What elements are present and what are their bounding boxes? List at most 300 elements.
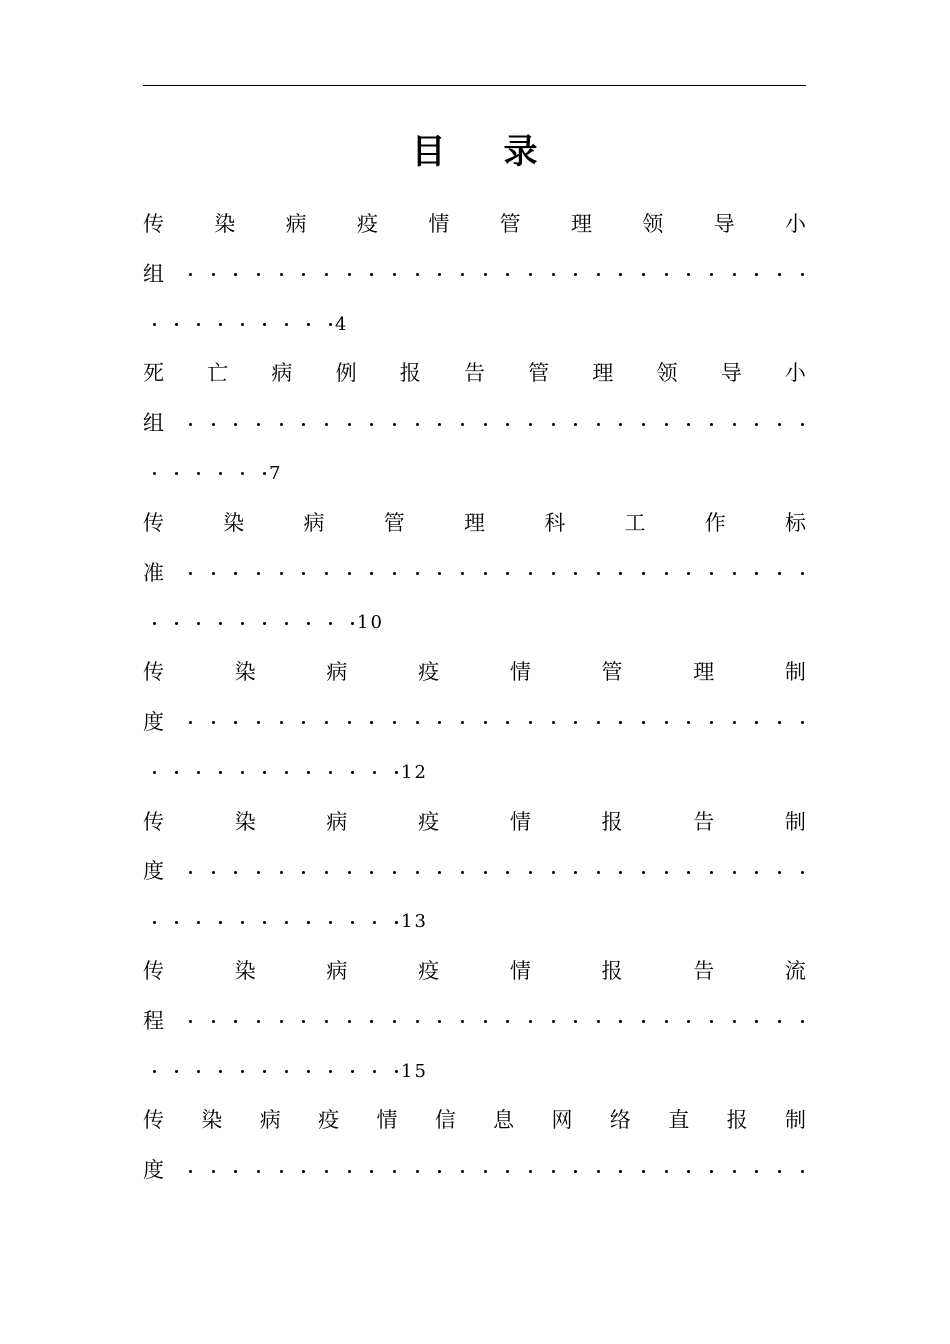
- leader-dot: [665, 721, 668, 724]
- leader-dot: [241, 622, 244, 625]
- leader-dot: [438, 273, 441, 276]
- leader-dot: [302, 572, 305, 575]
- leader-dot: [461, 1170, 464, 1173]
- toc-title-last-char: 度: [143, 709, 164, 734]
- toc-title-char: 导: [720, 361, 742, 386]
- leader-dot: [285, 323, 288, 326]
- leader-dot: [552, 871, 555, 874]
- leader-dot: [733, 572, 736, 575]
- leader-dot: [280, 1170, 283, 1173]
- leader-dot: [393, 721, 396, 724]
- toc-title-char: 制: [784, 809, 806, 834]
- toc-entry-leader: [143, 399, 806, 449]
- leader-dot: [373, 1070, 376, 1073]
- leader-dot: [574, 871, 577, 874]
- leader-dot: [370, 423, 373, 426]
- leader-dot: [329, 771, 332, 774]
- leader-dot: [257, 1170, 260, 1173]
- toc-title-char: 病: [285, 212, 307, 236]
- leader-dot: [351, 1070, 354, 1073]
- leader-dot: [506, 871, 509, 874]
- leader-dot: [302, 273, 305, 276]
- leader-dot: [416, 721, 419, 724]
- leader-dot: [529, 1170, 532, 1173]
- leader-dot: [484, 273, 487, 276]
- leader-dot: [241, 771, 244, 774]
- leader-dot: [597, 871, 600, 874]
- leader-dot: [574, 273, 577, 276]
- leader-dot: [597, 1020, 600, 1023]
- leader-dot: [329, 323, 332, 326]
- leader-dot: [778, 273, 781, 276]
- leader-dot: [241, 1070, 244, 1073]
- leader-dot: [552, 1020, 555, 1023]
- leader-dot: [778, 572, 781, 575]
- toc-title-char: 报: [601, 809, 623, 834]
- leader-dot: [302, 423, 305, 426]
- leader-dot: [395, 1070, 398, 1073]
- leader-dot: [325, 273, 328, 276]
- toc-title-char: 病: [326, 958, 348, 983]
- leader-dot: [348, 871, 351, 874]
- leader-dot: [280, 871, 283, 874]
- leader-dot: [302, 721, 305, 724]
- leader-dot: [801, 1020, 804, 1023]
- leader-dot: [263, 1070, 266, 1073]
- leader-dot: [393, 423, 396, 426]
- leader-dot: [219, 1070, 222, 1073]
- leader-dot: [529, 423, 532, 426]
- toc-leader-dots: [173, 423, 806, 426]
- toc-title-char: 工: [624, 510, 646, 535]
- leader-dot: [801, 871, 804, 874]
- leader-dot: [642, 572, 645, 575]
- leader-dot: [219, 472, 222, 475]
- toc-leader-dots: [143, 323, 335, 326]
- toc-title-char: 传: [143, 212, 164, 236]
- toc-title-char: 染: [223, 510, 245, 535]
- toc-title-char: 告: [463, 361, 485, 386]
- leader-dot: [461, 273, 464, 276]
- leader-dot: [241, 921, 244, 924]
- leader-dot: [280, 572, 283, 575]
- toc-title-char: 小: [784, 212, 806, 236]
- leader-dot: [302, 871, 305, 874]
- toc-title-char: 传: [143, 958, 164, 983]
- toc-entry-leader: [143, 1146, 806, 1196]
- leader-dot: [733, 1020, 736, 1023]
- leader-dot: [552, 423, 555, 426]
- leader-dot: [733, 871, 736, 874]
- toc-title-char: 标: [785, 510, 806, 535]
- table-of-contents: [143, 200, 806, 1196]
- leader-dot: [710, 721, 713, 724]
- toc-entry-page: [143, 598, 806, 648]
- toc-title-char: 领: [656, 361, 678, 386]
- leader-dot: [461, 1020, 464, 1023]
- leader-dot: [175, 472, 178, 475]
- leader-dot: [778, 721, 781, 724]
- toc-title-char: 络: [609, 1108, 631, 1133]
- leader-dot: [212, 423, 215, 426]
- toc-page-number: 12: [401, 761, 428, 783]
- toc-title-last-char: 组: [143, 261, 164, 286]
- toc-leader-dots: [143, 472, 269, 475]
- leader-dot: [189, 721, 192, 724]
- toc-title-char: 疫: [418, 660, 440, 685]
- leader-dot: [307, 1070, 310, 1073]
- toc-title-char: 染: [234, 660, 256, 685]
- toc-title-char: 病: [326, 660, 348, 685]
- leader-dot: [212, 721, 215, 724]
- leader-dot: [801, 273, 804, 276]
- leader-dot: [189, 871, 192, 874]
- leader-dot: [484, 423, 487, 426]
- leader-dot: [461, 721, 464, 724]
- leader-dot: [416, 423, 419, 426]
- toc-title-char: 死: [143, 361, 164, 386]
- leader-dot: [665, 871, 668, 874]
- page-title-char: 目: [411, 132, 446, 172]
- leader-dot: [348, 1170, 351, 1173]
- toc-entry-page: [143, 748, 806, 798]
- leader-dot: [710, 273, 713, 276]
- leader-dot: [597, 273, 600, 276]
- leader-dot: [801, 721, 804, 724]
- toc-entry-title[interactable]: [143, 798, 806, 848]
- leader-dot: [801, 572, 804, 575]
- leader-dot: [370, 1170, 373, 1173]
- leader-dot: [755, 1170, 758, 1173]
- toc-title-last-char: 度: [143, 859, 164, 884]
- toc-leader-dots: [173, 721, 806, 724]
- leader-dot: [642, 871, 645, 874]
- leader-dot: [665, 273, 668, 276]
- leader-dot: [263, 622, 266, 625]
- toc-leader-dots: [143, 622, 357, 625]
- leader-dot: [234, 572, 237, 575]
- leader-dot: [257, 423, 260, 426]
- toc-leader-dots: [173, 1020, 806, 1023]
- leader-dot: [733, 273, 736, 276]
- leader-dot: [778, 423, 781, 426]
- leader-dot: [484, 721, 487, 724]
- toc-title-char: 流: [784, 958, 806, 983]
- leader-dot: [370, 273, 373, 276]
- toc-title-last-char: 程: [143, 1008, 164, 1033]
- leader-dot: [552, 273, 555, 276]
- toc-title-char: 作: [704, 510, 726, 535]
- leader-dot: [329, 921, 332, 924]
- toc-title-char: 病: [271, 361, 293, 386]
- toc-title-char: 科: [544, 510, 566, 535]
- leader-dot: [755, 871, 758, 874]
- leader-dot: [755, 273, 758, 276]
- toc-title-char: 传: [143, 510, 164, 535]
- toc-leader-dots: [173, 572, 806, 575]
- leader-dot: [263, 323, 266, 326]
- leader-dot: [506, 1170, 509, 1173]
- toc-entry-leader: [143, 997, 806, 1047]
- leader-dot: [153, 921, 156, 924]
- leader-dot: [325, 423, 328, 426]
- leader-dot: [212, 1020, 215, 1023]
- leader-dot: [438, 871, 441, 874]
- leader-dot: [687, 871, 690, 874]
- leader-dot: [280, 423, 283, 426]
- toc-entry-page: [143, 1047, 806, 1097]
- leader-dot: [175, 622, 178, 625]
- leader-dot: [219, 771, 222, 774]
- leader-dot: [687, 273, 690, 276]
- leader-dot: [642, 721, 645, 724]
- leader-dot: [438, 572, 441, 575]
- leader-dot: [348, 572, 351, 575]
- toc-title-char: 网: [551, 1108, 573, 1133]
- leader-dot: [619, 1020, 622, 1023]
- leader-dot: [687, 721, 690, 724]
- toc-title-char: 报: [601, 958, 623, 983]
- toc-page-number: 13: [401, 911, 428, 933]
- leader-dot: [307, 323, 310, 326]
- leader-dot: [733, 423, 736, 426]
- toc-entry-title[interactable]: [143, 349, 806, 399]
- leader-dot: [348, 273, 351, 276]
- leader-dot: [197, 472, 200, 475]
- leader-dot: [529, 721, 532, 724]
- toc-title-char: 管: [601, 660, 623, 685]
- leader-dot: [219, 921, 222, 924]
- toc-title-char: 情: [428, 212, 450, 236]
- toc-entry-leader: [143, 698, 806, 748]
- toc-entry-leader: [143, 250, 806, 300]
- leader-dot: [212, 572, 215, 575]
- toc-title-char: 直: [668, 1108, 690, 1133]
- leader-dot: [778, 1020, 781, 1023]
- leader-dot: [552, 721, 555, 724]
- leader-dot: [597, 721, 600, 724]
- leader-dot: [234, 273, 237, 276]
- leader-dot: [801, 423, 804, 426]
- leader-dot: [665, 572, 668, 575]
- toc-title-last-char: 度: [143, 1158, 164, 1183]
- leader-dot: [484, 871, 487, 874]
- toc-title-char: 息: [493, 1108, 515, 1133]
- leader-dot: [325, 721, 328, 724]
- leader-dot: [461, 871, 464, 874]
- leader-dot: [263, 921, 266, 924]
- toc-title-char: 疫: [418, 958, 440, 983]
- leader-dot: [280, 273, 283, 276]
- toc-title-char: 病: [326, 809, 348, 834]
- toc-title-char: 染: [234, 809, 256, 834]
- toc-leader-dots: [173, 871, 806, 874]
- leader-dot: [574, 721, 577, 724]
- toc-entry-title[interactable]: [143, 499, 806, 549]
- toc-title-char: 疫: [418, 809, 440, 834]
- leader-dot: [302, 1170, 305, 1173]
- toc-title-char: 病: [303, 510, 325, 535]
- leader-dot: [438, 1170, 441, 1173]
- leader-dot: [393, 572, 396, 575]
- leader-dot: [285, 1070, 288, 1073]
- leader-dot: [529, 572, 532, 575]
- leader-dot: [506, 1020, 509, 1023]
- leader-dot: [529, 871, 532, 874]
- toc-leader-dots: [173, 273, 806, 276]
- toc-leader-dots: [143, 771, 401, 774]
- leader-dot: [393, 871, 396, 874]
- leader-dot: [197, 921, 200, 924]
- leader-dot: [212, 1170, 215, 1173]
- leader-dot: [285, 921, 288, 924]
- leader-dot: [755, 721, 758, 724]
- leader-dot: [710, 423, 713, 426]
- toc-entry-leader: [143, 847, 806, 897]
- toc-title-char: 导: [713, 212, 735, 236]
- leader-dot: [778, 1170, 781, 1173]
- leader-dot: [506, 273, 509, 276]
- leader-dot: [351, 921, 354, 924]
- leader-dot: [574, 1170, 577, 1173]
- leader-dot: [373, 921, 376, 924]
- leader-dot: [329, 622, 332, 625]
- leader-dot: [778, 871, 781, 874]
- leader-dot: [153, 771, 156, 774]
- leader-dot: [263, 771, 266, 774]
- leader-dot: [280, 721, 283, 724]
- leader-dot: [325, 572, 328, 575]
- toc-entry-title[interactable]: [143, 1096, 806, 1146]
- toc-title-char: 传: [143, 809, 164, 834]
- leader-dot: [506, 572, 509, 575]
- toc-title-char: 染: [234, 958, 256, 983]
- toc-entry-page: [143, 300, 806, 350]
- leader-dot: [619, 871, 622, 874]
- leader-dot: [348, 721, 351, 724]
- leader-dot: [153, 1070, 156, 1073]
- leader-dot: [393, 273, 396, 276]
- leader-dot: [241, 323, 244, 326]
- leader-dot: [234, 871, 237, 874]
- leader-dot: [257, 1020, 260, 1023]
- toc-entry-title[interactable]: [143, 200, 806, 250]
- toc-title-char: 疫: [318, 1108, 340, 1133]
- leader-dot: [393, 1170, 396, 1173]
- leader-dot: [189, 423, 192, 426]
- leader-dot: [552, 1170, 555, 1173]
- leader-dot: [438, 1020, 441, 1023]
- leader-dot: [461, 572, 464, 575]
- leader-dot: [665, 423, 668, 426]
- page-title: [143, 128, 806, 176]
- leader-dot: [416, 572, 419, 575]
- leader-dot: [370, 1020, 373, 1023]
- leader-dot: [219, 622, 222, 625]
- leader-dot: [710, 1170, 713, 1173]
- leader-dot: [197, 622, 200, 625]
- leader-dot: [710, 1020, 713, 1023]
- leader-dot: [619, 423, 622, 426]
- leader-dot: [574, 1020, 577, 1023]
- leader-dot: [438, 423, 441, 426]
- toc-title-char: 例: [335, 361, 357, 386]
- leader-dot: [280, 1020, 283, 1023]
- leader-dot: [395, 771, 398, 774]
- leader-dot: [506, 423, 509, 426]
- leader-dot: [484, 1020, 487, 1023]
- toc-title-char: 传: [143, 1108, 164, 1133]
- toc-title-char: 信: [434, 1108, 456, 1133]
- toc-title-char: 传: [143, 660, 164, 685]
- toc-title-char: 制: [784, 1108, 806, 1133]
- leader-dot: [175, 323, 178, 326]
- leader-dot: [234, 423, 237, 426]
- leader-dot: [687, 1020, 690, 1023]
- leader-dot: [529, 1020, 532, 1023]
- leader-dot: [619, 721, 622, 724]
- leader-dot: [642, 1020, 645, 1023]
- leader-dot: [197, 771, 200, 774]
- leader-dot: [285, 622, 288, 625]
- leader-dot: [619, 1170, 622, 1173]
- leader-dot: [619, 273, 622, 276]
- toc-title-char: 理: [693, 660, 715, 685]
- toc-leader-dots: [173, 1170, 806, 1173]
- leader-dot: [348, 423, 351, 426]
- toc-leader-dots: [143, 1070, 401, 1073]
- toc-page-number: 10: [357, 612, 384, 634]
- toc-title-last-char: 准: [143, 560, 164, 585]
- leader-dot: [574, 572, 577, 575]
- leader-dot: [416, 871, 419, 874]
- leader-dot: [189, 1170, 192, 1173]
- toc-entry-title[interactable]: [143, 648, 806, 698]
- toc-title-char: 报: [726, 1108, 748, 1133]
- toc-entry-page: [143, 897, 806, 947]
- leader-dot: [687, 572, 690, 575]
- leader-dot: [241, 472, 244, 475]
- leader-dot: [307, 622, 310, 625]
- toc-title-char: 情: [509, 660, 531, 685]
- leader-dot: [212, 273, 215, 276]
- leader-dot: [395, 921, 398, 924]
- leader-dot: [597, 1170, 600, 1173]
- toc-page-number: 7: [269, 462, 283, 484]
- leader-dot: [153, 622, 156, 625]
- leader-dot: [416, 1170, 419, 1173]
- toc-title-char: 管: [499, 212, 521, 236]
- leader-dot: [325, 1020, 328, 1023]
- leader-dot: [189, 1020, 192, 1023]
- leader-dot: [153, 323, 156, 326]
- toc-title-char: 亡: [207, 361, 229, 386]
- toc-entry-title[interactable]: [143, 947, 806, 997]
- toc-title-char: 管: [383, 510, 405, 535]
- leader-dot: [285, 771, 288, 774]
- leader-dot: [755, 572, 758, 575]
- leader-dot: [325, 871, 328, 874]
- page-title-char: 录: [503, 132, 538, 172]
- leader-dot: [506, 721, 509, 724]
- leader-dot: [329, 1070, 332, 1073]
- leader-dot: [642, 273, 645, 276]
- toc-title-char: 情: [509, 958, 531, 983]
- toc-entry-leader: [143, 549, 806, 599]
- leader-dot: [529, 273, 532, 276]
- leader-dot: [175, 921, 178, 924]
- leader-dot: [484, 572, 487, 575]
